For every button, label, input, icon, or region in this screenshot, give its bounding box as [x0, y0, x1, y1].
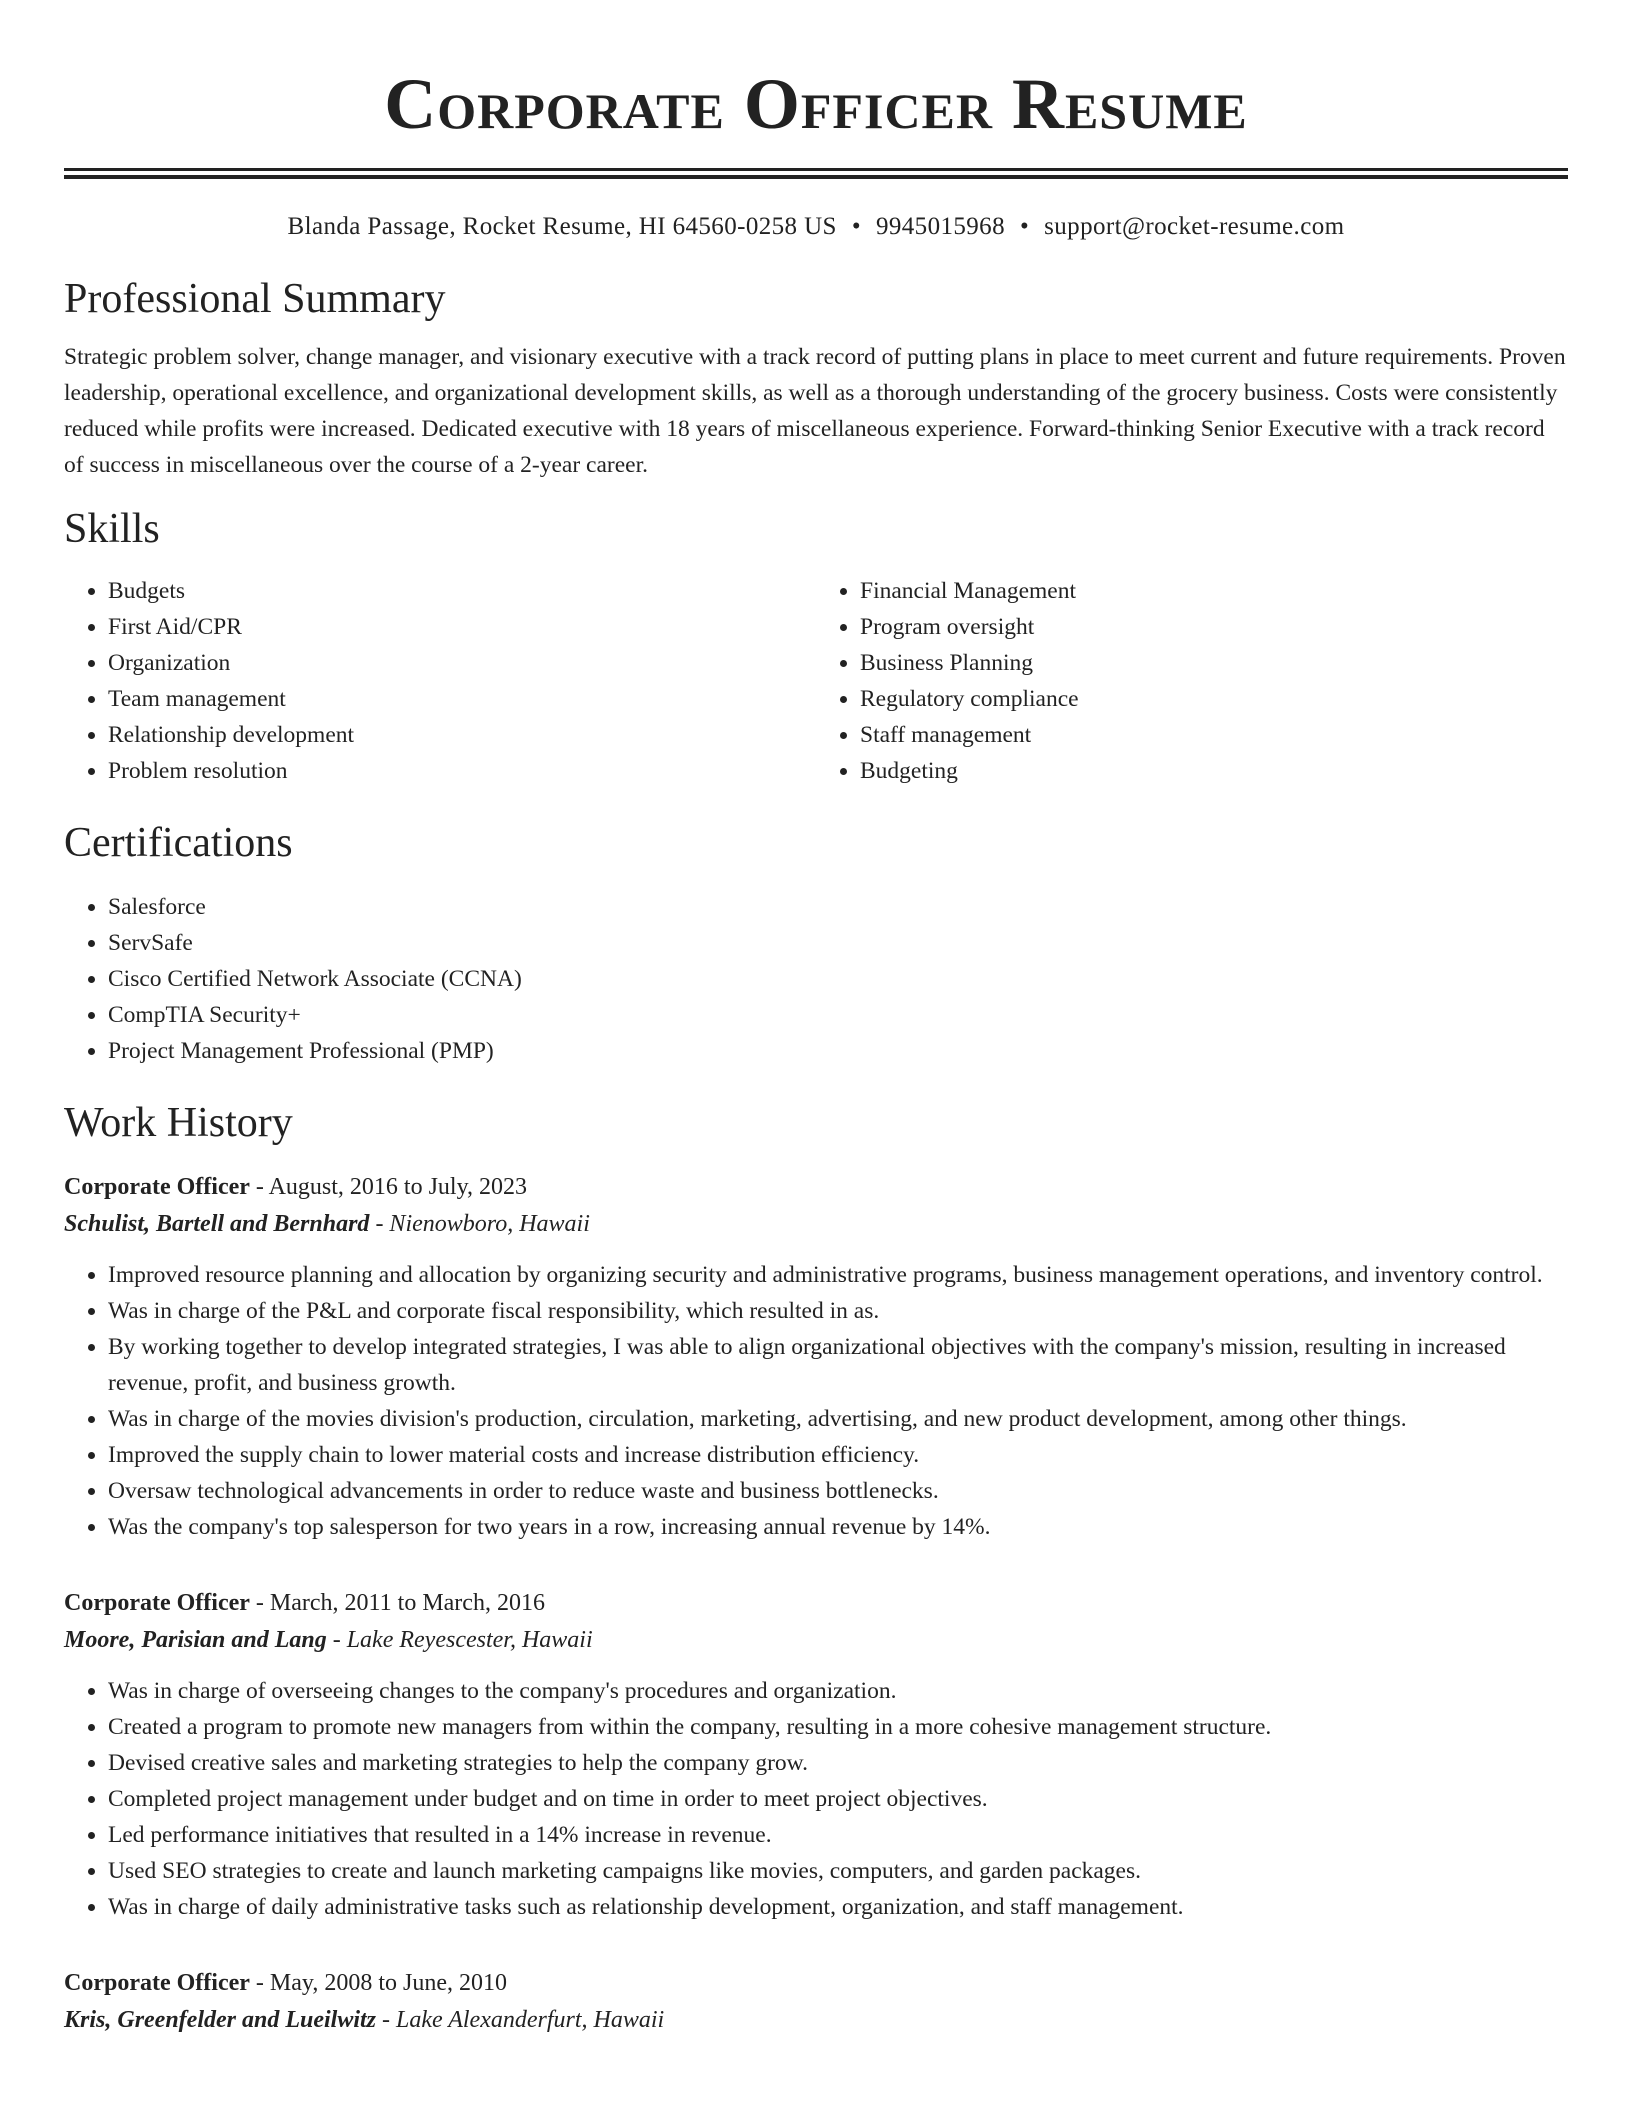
- job-company: Moore, Parisian and Lang: [64, 1627, 327, 1653]
- job-bullet: • Used SEO strategies to create and launch marketing campaigns like movies, computers, and garden packages.: [108, 1853, 1568, 1889]
- job-title: Corporate Officer: [64, 1970, 250, 1996]
- job-entry: [64, 1585, 1568, 1925]
- job-bullet: • Devised creative sales and marketing strategies to help the company grow.: [108, 1745, 1568, 1781]
- work-history-heading: Work History: [64, 1100, 293, 1146]
- job-bullet: • By working together to develop integrated strategies, I was able to align organizational objectives with the company's mission, resulting in increased revenue, profit, and business growth.: [108, 1329, 1568, 1401]
- certifications-heading: Certifications: [64, 820, 293, 866]
- skill-item: • Budgeting: [860, 753, 1568, 789]
- job-bullet: • Created a program to promote new managers from within the company, resulting in a more cohesive management structure.: [108, 1709, 1568, 1745]
- resume-page: [64, 0, 1568, 2039]
- job-company: Schulist, Bartell and Bernhard: [64, 1211, 370, 1237]
- contact-line: [64, 211, 1568, 243]
- job-entry: [64, 1965, 1568, 2039]
- skill-item: • First Aid/CPR: [108, 609, 816, 645]
- job-bullets: [64, 1257, 1568, 1545]
- skill-item: • Staff management: [860, 717, 1568, 753]
- job-dates: - May, 2008 to June, 2010: [249, 1970, 507, 1996]
- job-location: - Nienowboro, Hawaii: [369, 1211, 590, 1237]
- contact-email: support@rocket-resume.com: [1044, 213, 1345, 240]
- job-entry: [64, 1169, 1568, 1545]
- job-bullet: • Improved resource planning and allocation by organizing security and administrative programs, business management operations, and inventory control.: [108, 1257, 1568, 1293]
- skill-item: • Relationship development: [108, 717, 816, 753]
- certification-item: • Project Management Professional (PMP): [108, 1033, 1568, 1069]
- summary-text: Strategic problem solver, change manager, and visionary executive with a track record of putting plans in place to meet current and future requirements. Proven leadership, operational excellence, and organizational development skills, as well as a thorough understanding of the grocery business. Costs were consistently reduced while profits were increased. Dedicated executive with 18 years of miscellaneous experience. Forward-thinking Senior Executive with a track record of success in miscellaneous over the course of a 2-year career.: [64, 344, 1566, 478]
- job-bullet: • Improved the supply chain to lower material costs and increase distribution efficiency.: [108, 1437, 1568, 1473]
- skills-heading: Skills: [64, 506, 160, 552]
- job-bullet: • Completed project management under budget and on time in order to meet project objectives.: [108, 1781, 1568, 1817]
- resume-title: Corporate Officer Resume: [384, 64, 1248, 144]
- skills-list-right: [816, 573, 1568, 789]
- job-bullet: • Oversaw technological advancements in order to reduce waste and business bottlenecks.: [108, 1473, 1568, 1509]
- job-location: - Lake Reyescester, Hawaii: [326, 1627, 593, 1653]
- job-location: - Lake Alexanderfurt, Hawaii: [376, 2007, 665, 2033]
- certification-item: • ServSafe: [108, 925, 1568, 961]
- job-bullet: • Was in charge of the P&L and corporate fiscal responsibility, which resulted in as.: [108, 1293, 1568, 1329]
- job-dates: - March, 2011 to March, 2016: [249, 1590, 545, 1616]
- skill-item: • Team management: [108, 681, 816, 717]
- certification-item: • CompTIA Security+: [108, 997, 1568, 1033]
- job-company-line: [64, 1622, 1568, 1659]
- skills-list-left: [64, 573, 816, 789]
- job-bullet: • Was in charge of overseeing changes to the company's procedures and organization.: [108, 1673, 1568, 1709]
- certification-item: • Salesforce: [108, 889, 1568, 925]
- skill-item: • Financial Management: [860, 573, 1568, 609]
- job-company-line: [64, 2002, 1568, 2039]
- skill-item: • Budgets: [108, 573, 816, 609]
- job-company-line: [64, 1206, 1568, 1243]
- skills-columns: [64, 573, 1568, 789]
- contact-phone: 9945015968: [875, 213, 1005, 240]
- contact-separator: •: [851, 213, 861, 240]
- job-bullets: [64, 1673, 1568, 1925]
- job-title: Corporate Officer: [64, 1590, 250, 1616]
- job-bullet: • Was the company's top salesperson for two years in a row, increasing annual revenue by 14%.: [108, 1509, 1568, 1545]
- title-divider: [64, 168, 1568, 179]
- job-title-line: [64, 1965, 1568, 2002]
- job-bullet: • Was in charge of the movies division's production, circulation, marketing, advertising, and new product development, among other things.: [108, 1401, 1568, 1437]
- certification-item: • Cisco Certified Network Associate (CCNA): [108, 961, 1568, 997]
- contact-separator: •: [1019, 213, 1030, 240]
- job-title-line: [64, 1585, 1568, 1622]
- skill-item: • Business Planning: [860, 645, 1568, 681]
- job-title-line: [64, 1169, 1568, 1206]
- skill-item: • Organization: [108, 645, 816, 681]
- skill-item: • Problem resolution: [108, 753, 816, 789]
- job-title: Corporate Officer: [64, 1174, 250, 1200]
- job-bullet: • Was in charge of daily administrative tasks such as relationship development, organization, and staff management.: [108, 1889, 1568, 1925]
- summary-heading: Professional Summary: [64, 276, 446, 322]
- job-company: Kris, Greenfelder and Lueilwitz: [64, 2007, 377, 2033]
- contact-address: Blanda Passage, Rocket Resume, HI 64560-0258 US: [287, 213, 837, 240]
- skill-item: • Program oversight: [860, 609, 1568, 645]
- job-dates: - August, 2016 to July, 2023: [249, 1174, 528, 1200]
- certifications-list: [64, 889, 1568, 1069]
- job-bullet: • Led performance initiatives that resulted in a 14% increase in revenue.: [108, 1817, 1568, 1853]
- skill-item: • Regulatory compliance: [860, 681, 1568, 717]
